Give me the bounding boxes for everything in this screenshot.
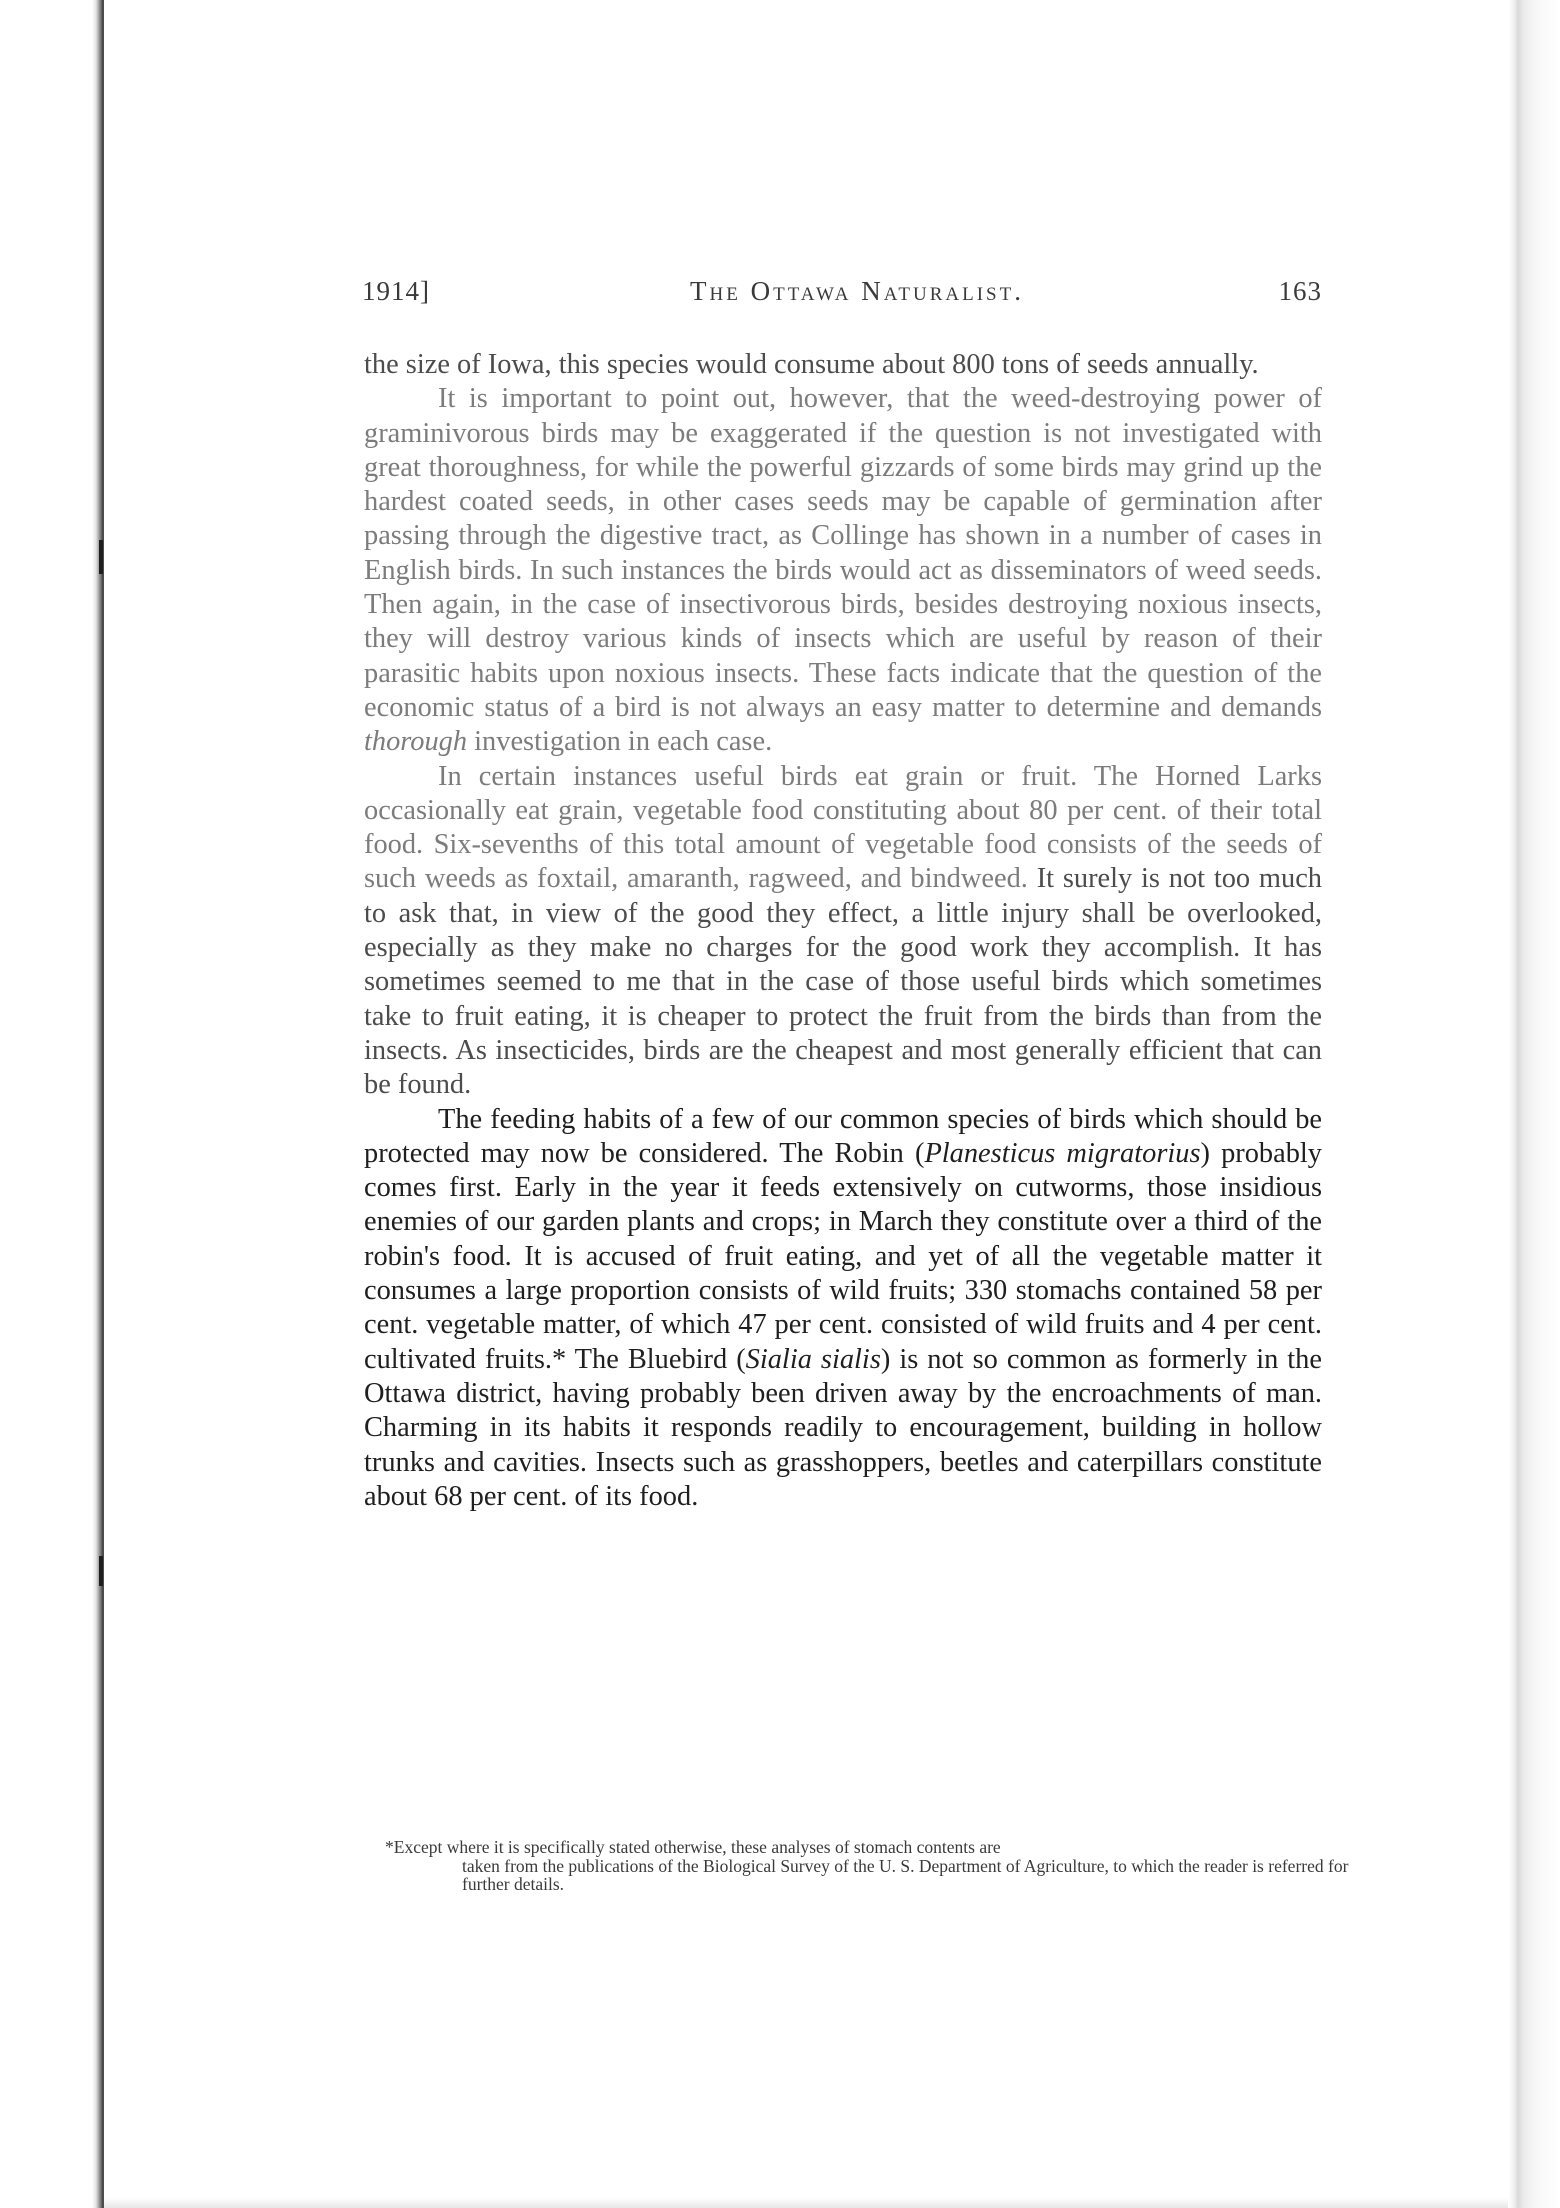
article-body [364, 348, 1322, 1514]
gutter-mark [99, 1556, 103, 1586]
page-bottom-edge [104, 2198, 1508, 2208]
gutter-mark [99, 540, 103, 574]
scientific-name: Sialia sialis [745, 1343, 881, 1375]
journal-title: The Ottawa Naturalist. [690, 276, 1024, 306]
header-year: 1914] [362, 276, 430, 306]
paragraph [364, 382, 1322, 759]
footnote-line: taken from the publications of the Biological Survey of the U. S. Department of Agriculture, to which the reader is referred for further details. [462, 1855, 1349, 1894]
paragraph-text: ) is not so common as formerly in the Ottawa district, having probably been driven away by the encroachments of man. Charming in its habits it responds readily to encouragement, building in hollow trunks and cavities. Insects such as grasshoppers, beetles and caterpillars constitute about 68 per cent. of its food. [364, 1343, 1322, 1512]
running-head [362, 276, 1322, 316]
footnote [385, 1838, 1350, 1894]
page-number: 163 [1278, 276, 1322, 306]
page-edge [1508, 0, 1560, 2208]
paragraph [364, 760, 1322, 1103]
paragraph [364, 348, 1322, 382]
paragraph-text: the size of Iowa, this species would consume about 800 tons of seeds annually. [364, 349, 1259, 380]
footnote-line: *Except where it is specifically stated otherwise, these analyses of stomach contents are [385, 1837, 1001, 1857]
paragraph-text: investigation in each case. [474, 726, 773, 758]
paragraph-text: The feeding habits of a few of our common species of birds which should be protected may now be considered. The Robin ( [364, 1103, 1322, 1169]
paragraph-text: It is important to point out, however, that the weed-destroying power of graminivorous birds may be exaggerated if the question is not investigated with great thoroughness, for while the powerful gizzards of some birds may grind up the hardest coated seeds, in other cases seeds may be capable of germination after passing through the digestive tract, as Collinge has shown in a number of cases in English birds. In such instances the birds would act as disseminators of weed seeds. Then again, in the case of insectivorous birds, besides destroying noxious insects, they will destroy various kinds of insects which are useful by reason of their parasitic habits upon noxious insects. These facts indicate that the question of the economic status of a bird is not always an easy matter to determine and demands [364, 383, 1322, 723]
scientific-name: Planesticus migratorius [924, 1137, 1201, 1169]
book-gutter [0, 0, 104, 2208]
paragraph-text: ) probably comes first. Early in the year it feeds extensively on cutworms, those insidious enemies of our garden plants and crops; in March they constitute over a third of the robin's food. It is accused of fruit eating, and yet of all the vegetable matter it consumes a large proportion consists of wild fruits; 330 stomachs contained 58 per cent. vegetable matter, of which 47 per cent. consisted of wild fruits and 4 per cent. cultivated fruits.* The Bluebird ( [364, 1137, 1323, 1375]
emphasis-text: thorough [364, 726, 468, 758]
paragraph-text: In certain instances useful birds eat grain or fruit. The Horned Larks occasionally eat grain, vegetable food constituting about 80 per cent. of their total food. Six-sevenths of this total amount of vegetable food consists of the seeds of such weeds as foxtail, amaranth, ragweed, and bindweed. [364, 760, 1322, 895]
paragraph [364, 1103, 1322, 1515]
paragraph-text: It surely is not too much to ask that, in view of the good they effect, a little injury shall be overlooked, especially as they make no charges for the good work they accomplish. It has sometimes seemed to me that in the case of those useful birds which sometimes take to fruit eating, it is cheaper to protect the fruit from the birds than from the insects. As insecticides, birds are the cheapest and most generally efficient that can be found. [364, 863, 1322, 1101]
